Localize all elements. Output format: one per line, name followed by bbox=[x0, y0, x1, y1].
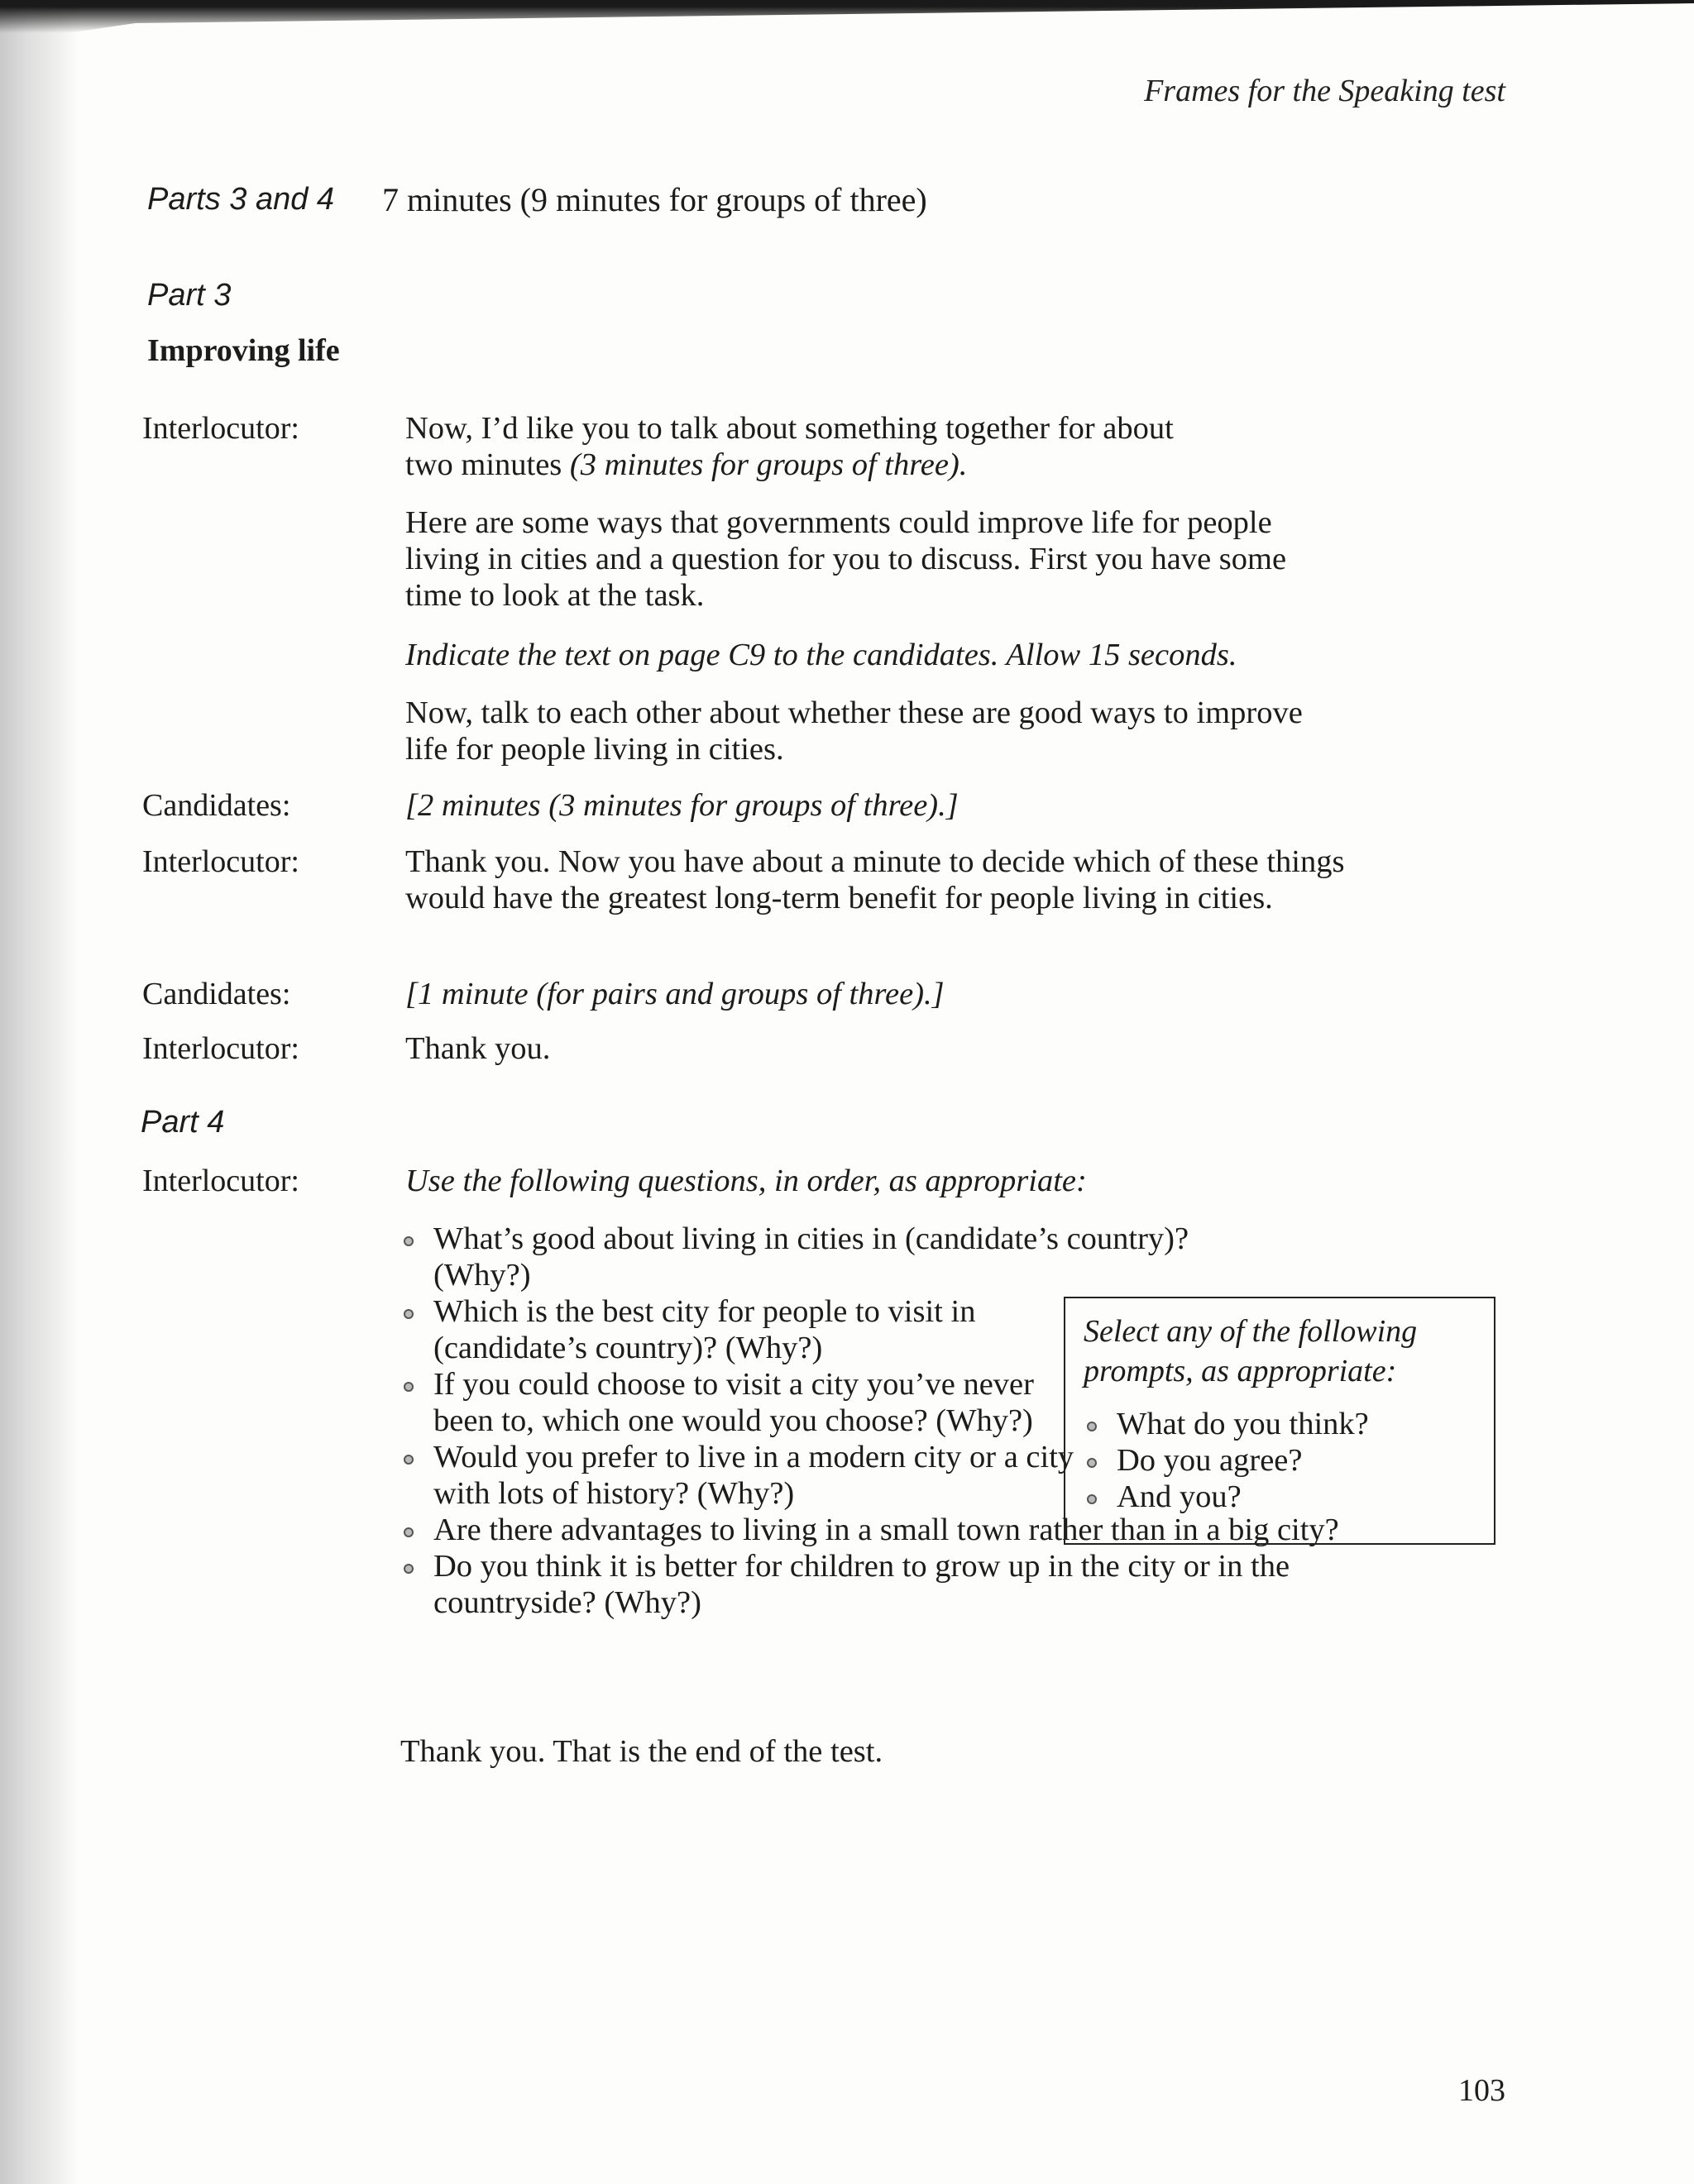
list-item bbox=[399, 1293, 1079, 1366]
list-item bbox=[1082, 1442, 1369, 1479]
question-text: Would you prefer to live in a modern city or a city with lots of history? (Why?) bbox=[433, 1440, 1074, 1511]
prompt-box bbox=[1064, 1297, 1495, 1545]
dialogue-paragraph: Thank you. bbox=[405, 1031, 551, 1066]
part4-heading: Part 4 bbox=[141, 1105, 225, 1140]
running-header: Frames for the Speaking test bbox=[1144, 74, 1505, 108]
list-item bbox=[399, 1439, 1079, 1512]
topic-title: Improving life bbox=[147, 333, 340, 368]
dialogue-text bbox=[405, 410, 1365, 483]
part3-heading: Part 3 bbox=[147, 278, 232, 313]
speaker-label: Candidates: bbox=[142, 788, 291, 823]
question-text: Do you think it is better for children to grow up in the city or in the countryside? (Why?) bbox=[433, 1549, 1290, 1620]
speaker-label: Interlocutor: bbox=[142, 1031, 299, 1066]
list-item bbox=[1082, 1406, 1369, 1442]
duration-text: 7 minutes (9 minutes for groups of three) bbox=[382, 181, 927, 218]
speaker-label: Candidates: bbox=[142, 977, 291, 1011]
bullet-icon bbox=[404, 1236, 414, 1246]
dialogue-paragraph: Thank you. Now you have about a minute to decide which of these things would have the greatest long-term benefit for people living in cities. bbox=[405, 844, 1345, 915]
dialogue-line: Now, I’d like you to talk about something together for about bbox=[405, 411, 1174, 446]
dialogue-paragraph: Here are some ways that governments could improve life for people living in cities and a question for you to discuss. First you have some time to look at the task. bbox=[405, 505, 1287, 613]
page-top-shadow bbox=[0, 0, 1694, 33]
prompt-text: What do you think? bbox=[1117, 1407, 1369, 1441]
prompt-text: Do you agree? bbox=[1117, 1443, 1303, 1478]
speaker-label: Interlocutor: bbox=[142, 844, 299, 879]
candidate-timing: [1 minute (for pairs and groups of three).] bbox=[405, 977, 945, 1011]
question-text: Which is the best city for people to visit in (candidate’s country)? (Why?) bbox=[433, 1294, 976, 1365]
list-item bbox=[399, 1548, 1393, 1621]
dialogue-line bbox=[405, 447, 1365, 483]
dialogue-paragraph: Now, talk to each other about whether these are good ways to improve life for people living in cities. bbox=[405, 695, 1303, 767]
bullet-icon bbox=[1087, 1458, 1097, 1468]
question-text: Are there advantages to living in a small town rather than in a big city? bbox=[433, 1513, 1339, 1547]
list-item bbox=[399, 1366, 1037, 1439]
speaker-label: Interlocutor: bbox=[142, 1164, 299, 1198]
bullet-icon bbox=[404, 1455, 414, 1465]
bullet-icon bbox=[404, 1527, 414, 1537]
speaker-label: Interlocutor: bbox=[142, 411, 299, 446]
examiner-instruction: Use the following questions, in order, as appropriate: bbox=[405, 1164, 1087, 1198]
bullet-icon bbox=[1087, 1422, 1097, 1431]
page-gutter-shadow bbox=[0, 0, 79, 2184]
question-text: What’s good about living in cities in (candidate’s country)? (Why?) bbox=[433, 1221, 1189, 1293]
list-item bbox=[399, 1221, 1294, 1293]
page-number: 103 bbox=[1458, 2073, 1505, 2108]
question-text: If you could choose to visit a city you’ve never been to, which one would you choose? (Why?) bbox=[433, 1367, 1034, 1438]
dialogue-line-italic: (3 minutes for groups of three). bbox=[569, 447, 968, 482]
closing-line: Thank you. That is the end of the test. bbox=[400, 1734, 883, 1769]
bullet-icon bbox=[1087, 1494, 1097, 1504]
bullet-icon bbox=[404, 1382, 414, 1392]
parts-label: Parts 3 and 4 bbox=[147, 182, 335, 217]
prompt-box-heading: Select any of the following prompts, as appropriate: bbox=[1084, 1314, 1418, 1388]
candidate-timing: [2 minutes (3 minutes for groups of three).] bbox=[405, 788, 959, 823]
list-item bbox=[1082, 1479, 1369, 1515]
dialogue-line-plain: two minutes bbox=[405, 447, 570, 482]
examiner-instruction: Indicate the text on page C9 to the candidates. Allow 15 seconds. bbox=[405, 638, 1237, 672]
prompt-list bbox=[1082, 1406, 1369, 1515]
prompt-text: And you? bbox=[1117, 1479, 1242, 1514]
bullet-icon bbox=[404, 1309, 414, 1319]
bullet-icon bbox=[404, 1564, 414, 1574]
